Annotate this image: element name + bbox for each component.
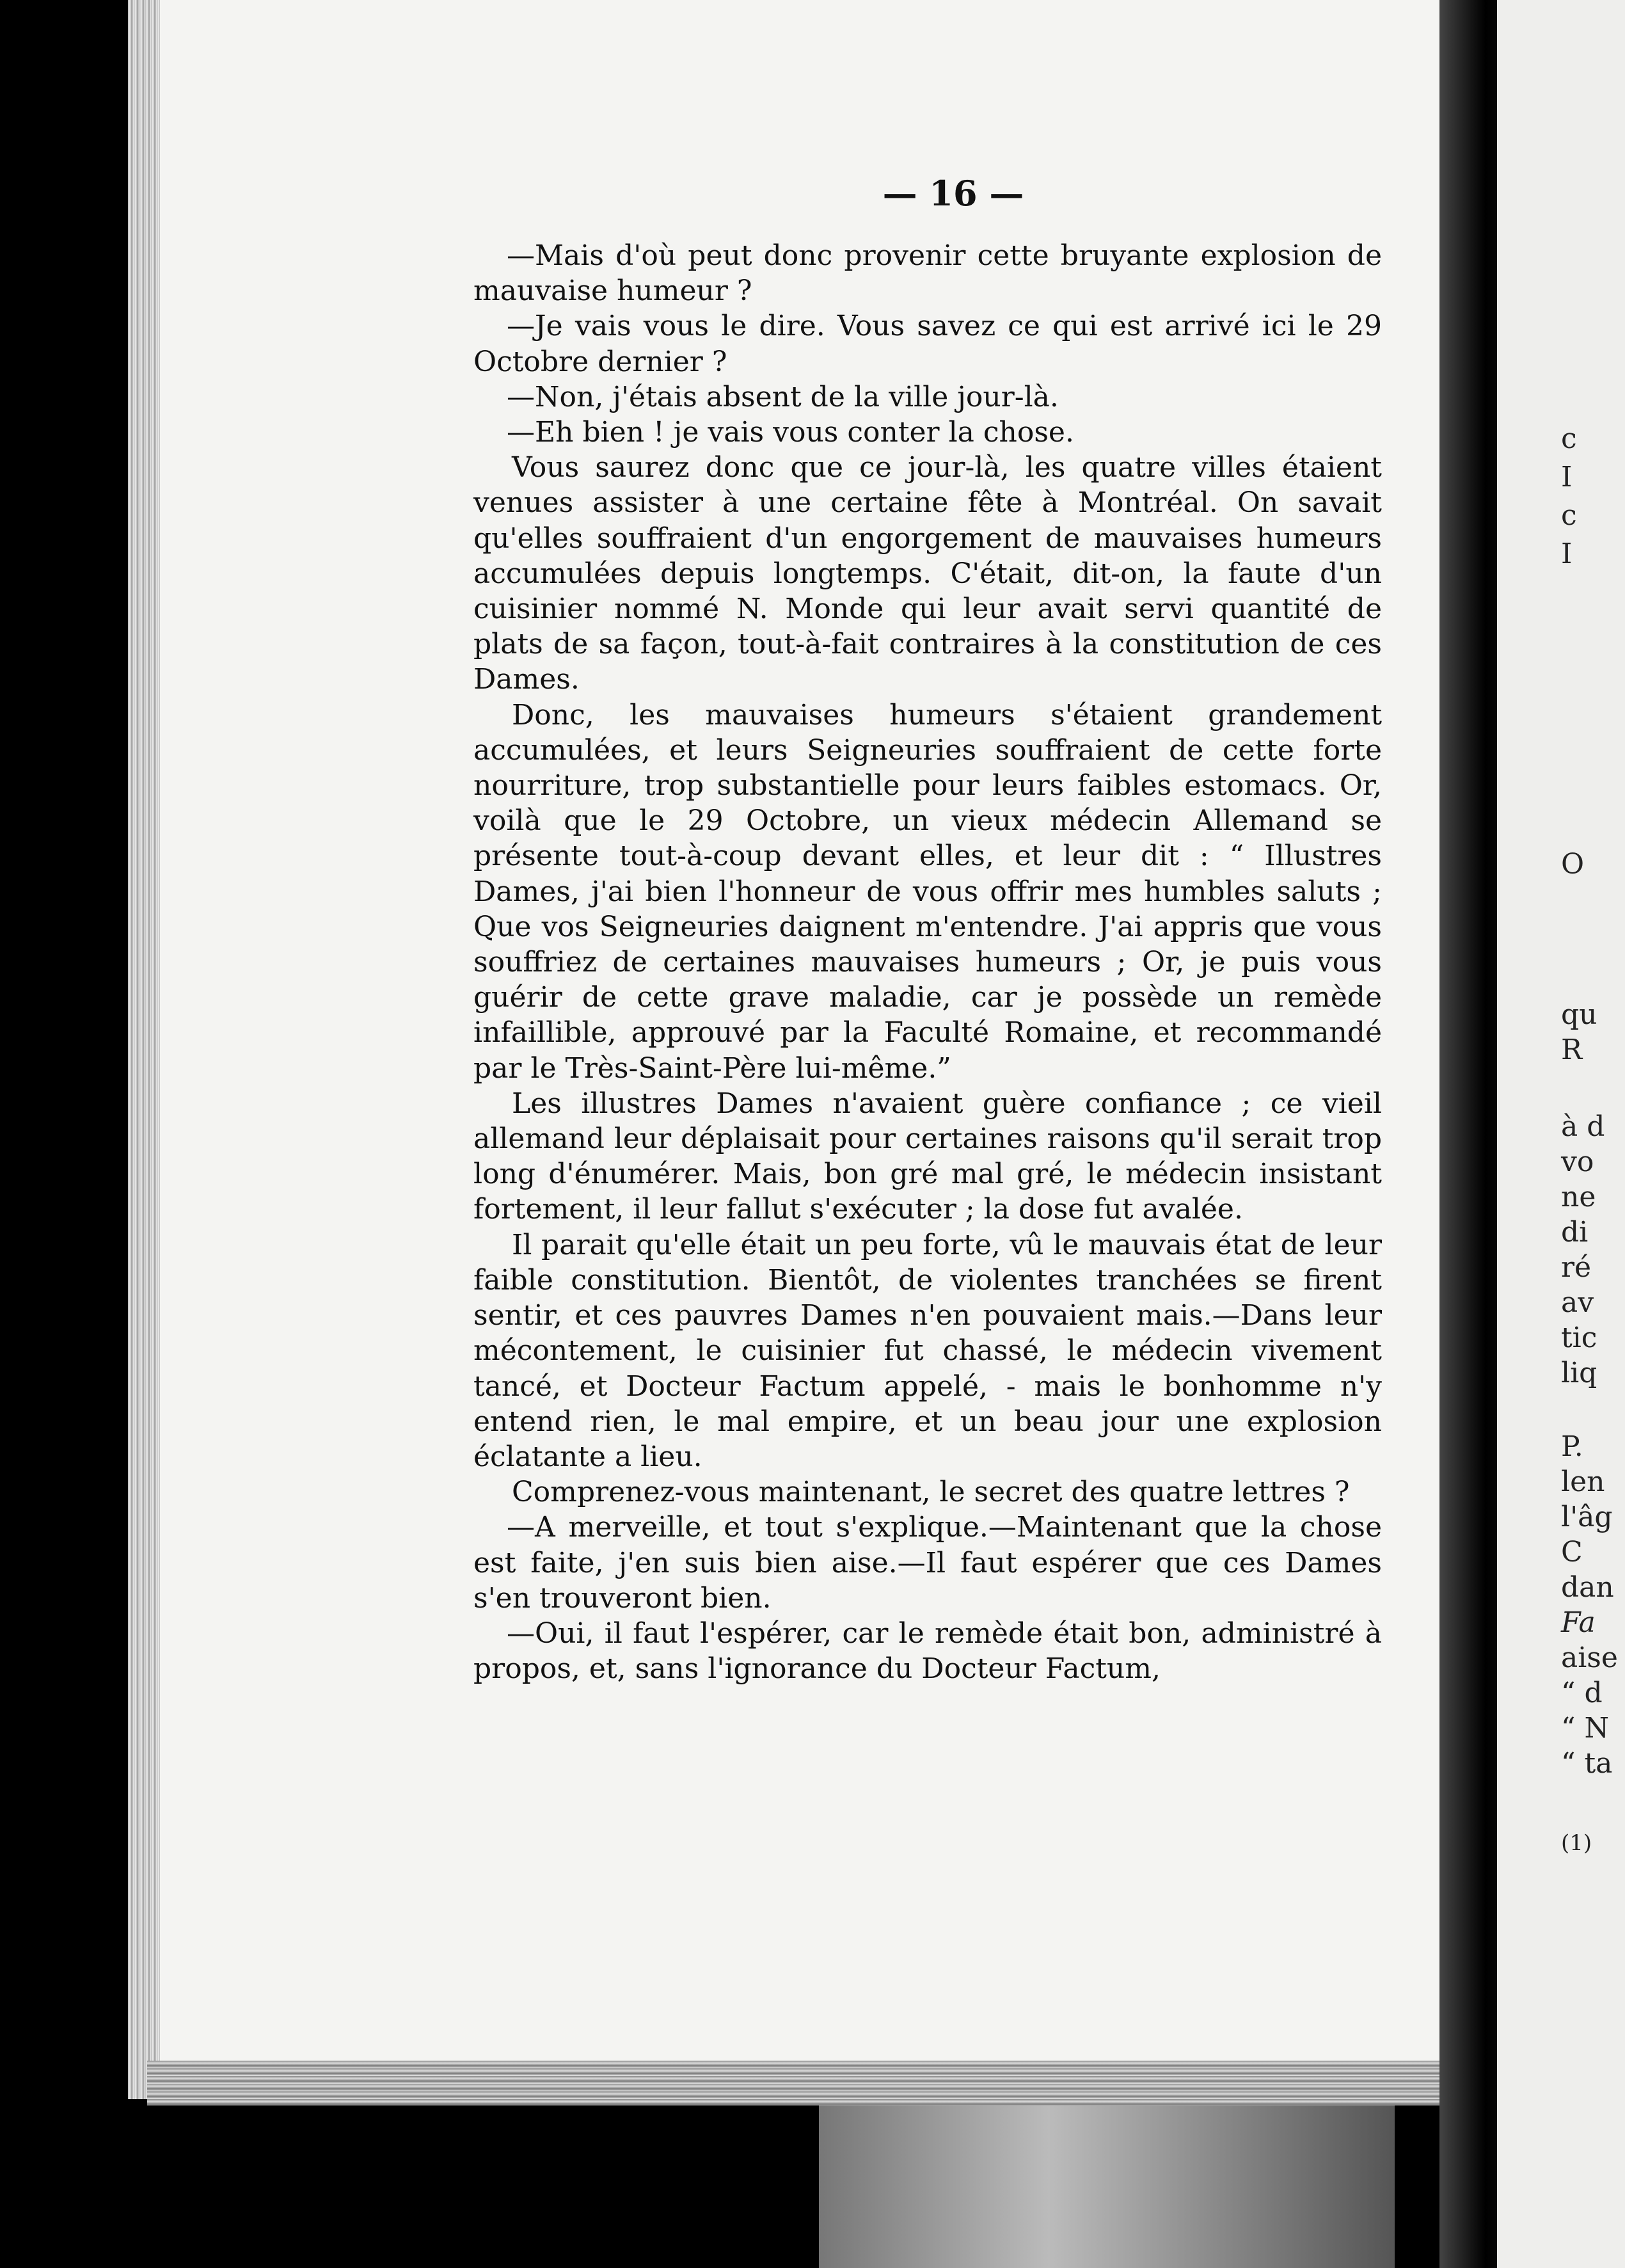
facing-fragment: liq <box>1561 1357 1597 1389</box>
body-text <box>473 238 1382 1686</box>
lower-shadow <box>819 2105 1395 2268</box>
paragraph: —A merveille, et tout s'explique.—Maintenant que la chose est faite, j'en suis bien aise.—Il faut espérer que ces Dames s'en trouveront bien. <box>473 1511 1382 1615</box>
facing-fragment: ne <box>1561 1181 1596 1213</box>
paragraph: —Mais d'où peut donc provenir cette bruyante explosion de mauvaise humeur ? <box>473 239 1382 308</box>
paragraph: Les illustres Dames n'avaient guère confiance ; ce vieil allemand leur déplaisait pour certaines raisons qu'il serait trop long d'énumérer. Mais, bon gré mal gré, le médecin insistant fortement, il leur fallut s'exécuter ; la dose fut avalée. <box>473 1087 1382 1226</box>
paragraph: Il parait qu'elle était un peu forte, vû le mauvais état de leur faible constitution. Bientôt, de violentes tranchées se firent sentir, et ces pauvres Dames n'en pouvaient mais.—Dans leur mécontement, le cuisinier fut chassé, le médecin vivement tancé, et Docteur Factum appelé, - mais le bonhomme n'y entend rien, le mal empire, et un beau jour une explosion éclatante a lieu. <box>473 1228 1382 1473</box>
paragraph: —Oui, il faut l'espérer, car le remède était bon, administré à propos, et, sans l'ignorance du Docteur Factum, <box>473 1617 1382 1686</box>
facing-fragment: dan <box>1561 1571 1614 1604</box>
page-edges <box>128 0 160 2099</box>
facing-fragment: (1) <box>1561 1830 1592 1856</box>
facing-fragment: à d <box>1561 1110 1605 1143</box>
facing-fragment: “ N <box>1561 1712 1609 1745</box>
facing-fragment: Fa <box>1561 1606 1596 1639</box>
paragraph: Vous saurez donc que ce jour-là, les quatre villes étaient venues assister à une certaine fête à Montréal. On savait qu'elles souffraient d'un engorgement de mauvaises humeurs accumulées depuis longtemps. C'était, dit-on, la faute d'un cuisinier nommé N. Monde qui leur avait servi quantité de plats de sa façon, tout-à-fait contraires à la constitution de ces Dames. <box>473 451 1382 696</box>
facing-fragment: aise <box>1561 1641 1618 1674</box>
facing-page-text <box>1561 0 1625 2268</box>
facing-fragment: ré <box>1561 1251 1592 1284</box>
facing-fragment: len <box>1561 1465 1605 1498</box>
facing-fragment: l'âg <box>1561 1501 1613 1533</box>
facing-fragment: C <box>1561 1536 1583 1569</box>
facing-fragment: c <box>1561 499 1577 532</box>
facing-fragment: I <box>1561 461 1573 493</box>
facing-fragment: “ ta <box>1561 1747 1613 1780</box>
facing-fragment: av <box>1561 1286 1594 1319</box>
page-number: — 16 — <box>882 173 1024 214</box>
facing-fragment: tic <box>1561 1322 1597 1354</box>
facing-fragment: O <box>1561 848 1585 881</box>
paragraph: —Je vais vous le dire. Vous savez ce qui est arrivé ici le 29 Octobre dernier ? <box>473 310 1382 378</box>
facing-fragment: I <box>1561 538 1573 570</box>
facing-fragment: vo <box>1561 1146 1594 1178</box>
facing-fragment: P. <box>1561 1430 1583 1463</box>
page-bottom-edges <box>147 2061 1439 2105</box>
paragraph: —Non, j'étais absent de la ville jour-là. <box>507 380 1059 413</box>
facing-fragment: c <box>1561 422 1577 455</box>
facing-fragment: di <box>1561 1216 1589 1249</box>
facing-fragment: R <box>1561 1034 1583 1066</box>
facing-fragment: qu <box>1561 998 1597 1031</box>
paragraph: Comprenez-vous maintenant, le secret des quatre lettres ? <box>512 1476 1350 1509</box>
paragraph: Donc, les mauvaises humeurs s'étaient grandement accumulées, et leurs Seigneuries souffraient de cette forte nourriture, trop substantielle pour leurs faibles estomacs. Or, voilà que le 29 Octobre, un vieux médecin Allemand se présente tout-à-coup devant elles, et leur dit : “ Illustres Dames, j'ai bien l'honneur de vous offrir mes humbles saluts ; Que vos Seigneuries daignent m'entendre. J'ai appris que vous souffriez de certaines mauvaises humeurs ; Or, je puis vous guérir de cette grave maladie, car je possède un remède infaillible, approuvé par la Faculté Romaine, et recommandé par le Très-Saint-Père lui-même.” <box>473 698 1382 1085</box>
paragraph: —Eh bien ! je vais vous conter la chose. <box>507 416 1074 449</box>
facing-fragment: “ d <box>1561 1677 1603 1709</box>
